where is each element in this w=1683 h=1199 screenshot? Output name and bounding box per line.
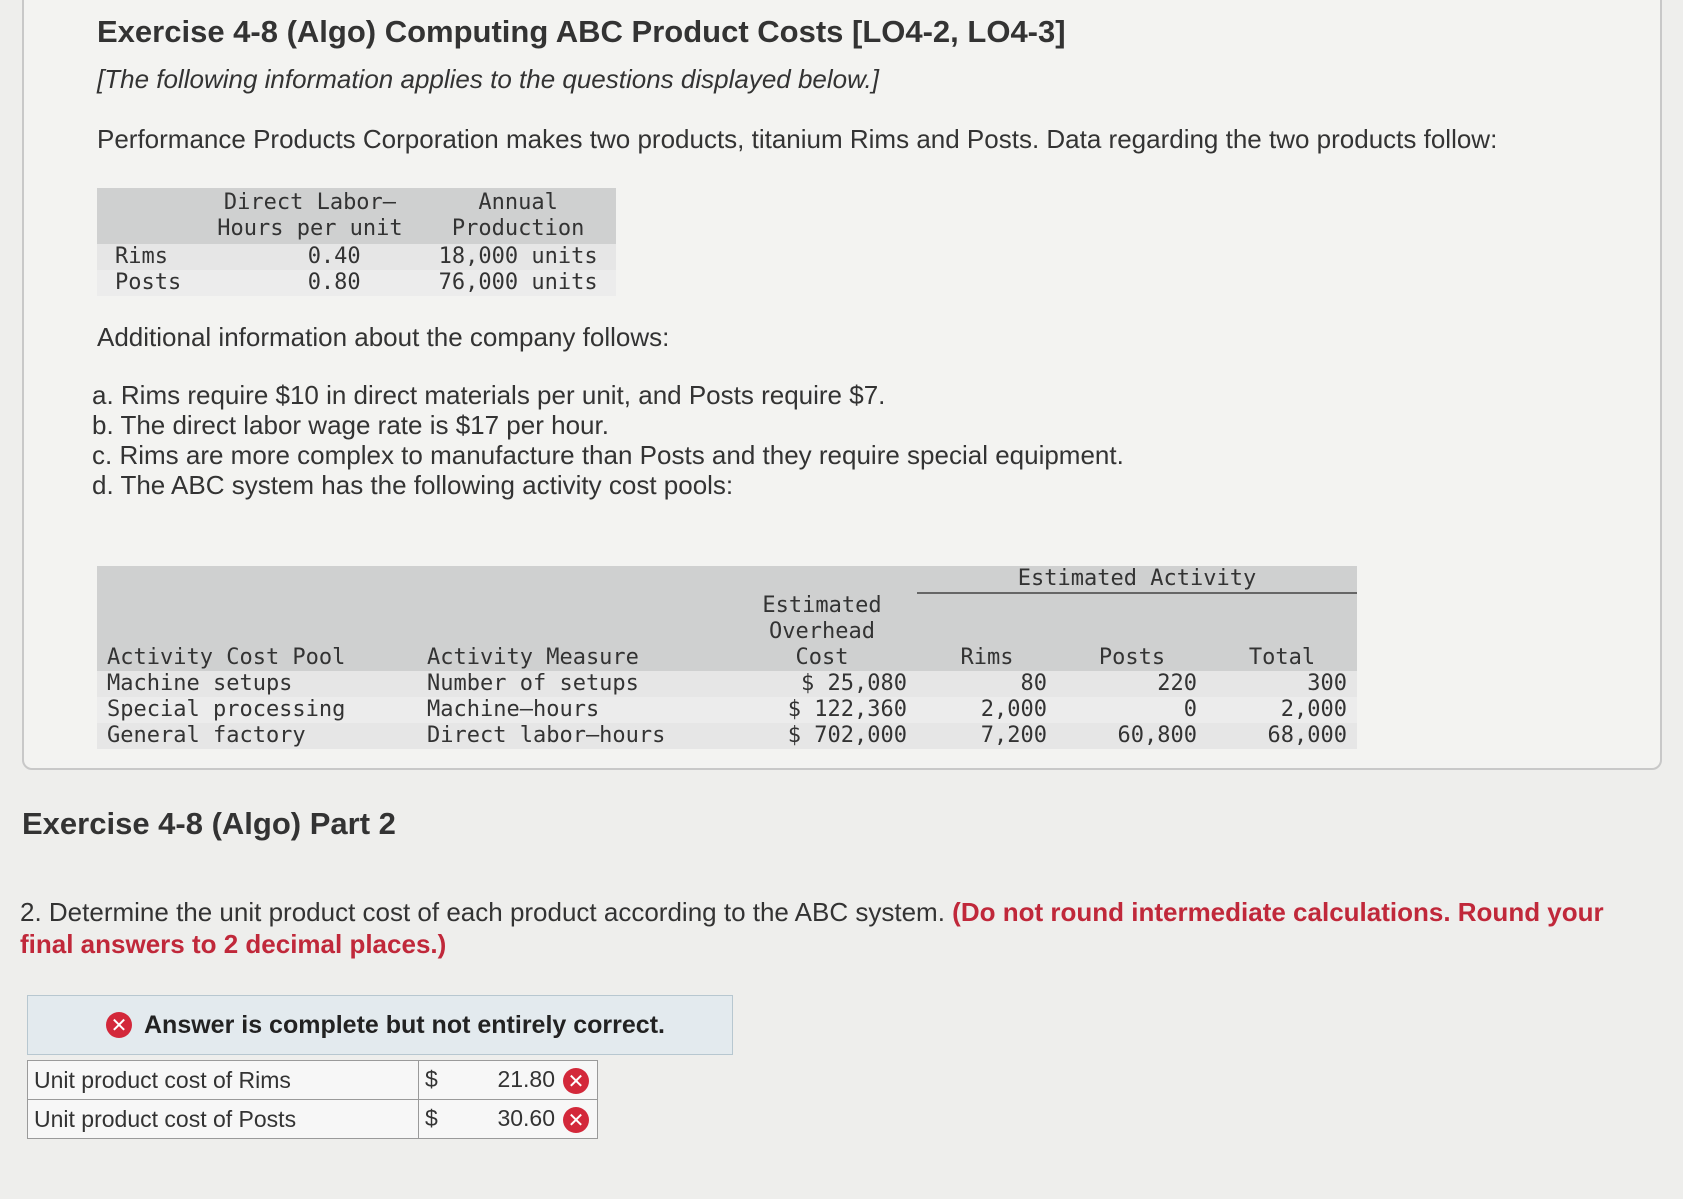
answer-label: Unit product cost of Posts	[28, 1100, 419, 1139]
answer-value: 21.80	[497, 1066, 555, 1093]
answer-value: 30.60	[497, 1105, 555, 1132]
table-group-header-row	[97, 566, 1357, 593]
table-row	[97, 697, 1357, 723]
part-title: Exercise 4-8 (Algo) Part 2	[22, 806, 396, 841]
hours-per-unit: 0.40	[199, 244, 420, 270]
table-row	[28, 1061, 598, 1100]
annual-production: 18,000 units	[421, 244, 616, 270]
posts-cost-input[interactable]: $ 30.60 ✕	[419, 1100, 598, 1139]
table-header-cell: Posts	[1057, 593, 1207, 671]
incorrect-icon: ✕	[563, 1107, 589, 1133]
question-instruction: (Do not round intermediate calculations. Round your final answers to 2 decimal places.)	[20, 897, 1604, 959]
error-icon: ✕	[106, 1012, 132, 1038]
annual-production: 76,000 units	[421, 270, 616, 296]
overhead-cost: $ 702,000	[727, 723, 917, 749]
list-item: a. Rims require $10 in direct materials per unit, and Posts require $7.	[92, 380, 886, 410]
answer-label: Unit product cost of Rims	[28, 1061, 419, 1100]
posts-activity: 220	[1057, 671, 1207, 697]
table-row	[97, 723, 1357, 749]
table-header-cell: Activity Cost Pool	[97, 593, 417, 671]
table-header-cell: Total	[1207, 593, 1357, 671]
answer-status-banner	[27, 995, 733, 1055]
total-activity: 2,000	[1207, 697, 1357, 723]
activity-pool: General factory	[97, 723, 417, 749]
table-row	[28, 1100, 598, 1139]
info-note: [The following information applies to the questions displayed below.]	[97, 64, 879, 94]
question-text: 2. Determine the unit product cost of each product according to the ABC system. (Do not round intermediate calculations. Round your final answers to 2 decimal places.)	[20, 897, 1604, 959]
answer-table	[27, 1060, 598, 1139]
additional-info-heading: Additional information about the company follows:	[97, 322, 670, 352]
table-header-cell: Annual Production	[421, 188, 616, 244]
hours-per-unit: 0.80	[199, 270, 420, 296]
table-row	[97, 244, 616, 270]
table-row	[97, 270, 616, 296]
table-header-cell: Activity Measure	[417, 593, 727, 671]
table-header-row	[97, 188, 616, 244]
estimated-activity-header: Estimated Activity	[917, 566, 1357, 593]
product-name: Posts	[97, 270, 199, 296]
info-list	[92, 380, 1124, 500]
table-row	[97, 671, 1357, 697]
posts-activity: 60,800	[1057, 723, 1207, 749]
total-activity: 68,000	[1207, 723, 1357, 749]
table-header-cell	[97, 188, 199, 244]
answer-status-text: Answer is complete but not entirely correct.	[144, 1010, 665, 1039]
rims-activity: 2,000	[917, 697, 1057, 723]
rims-activity: 80	[917, 671, 1057, 697]
activity-measure: Number of setups	[417, 671, 727, 697]
table-header-cell: Direct Labor– Hours per unit	[199, 188, 420, 244]
activity-pool: Machine setups	[97, 671, 417, 697]
activity-measure: Machine–hours	[417, 697, 727, 723]
table-header-row	[97, 593, 1357, 671]
incorrect-icon: ✕	[563, 1068, 589, 1094]
page-title: Exercise 4-8 (Algo) Computing ABC Product Costs [LO4-2, LO4-3]	[97, 14, 1066, 49]
rims-cost-input[interactable]: $ 21.80 ✕	[419, 1061, 598, 1100]
activity-pool: Special processing	[97, 697, 417, 723]
overhead-cost: $ 25,080	[727, 671, 917, 697]
posts-activity: 0	[1057, 697, 1207, 723]
list-item: d. The ABC system has the following activity cost pools:	[92, 470, 734, 500]
overhead-cost: $ 122,360	[727, 697, 917, 723]
table-header-cell: Rims	[917, 593, 1057, 671]
total-activity: 300	[1207, 671, 1357, 697]
table-header-cell: Estimated Overhead Cost	[727, 593, 917, 671]
list-item: c. Rims are more complex to manufacture than Posts and they require special equipment.	[92, 440, 1124, 470]
activity-cost-pool-table	[97, 566, 1357, 749]
activity-measure: Direct labor–hours	[417, 723, 727, 749]
intro-text: Performance Products Corporation makes two products, titanium Rims and Posts. Data regarding the two products follow:	[97, 124, 1498, 154]
product-data-table	[97, 188, 616, 296]
product-name: Rims	[97, 244, 199, 270]
rims-activity: 7,200	[917, 723, 1057, 749]
list-item: b. The direct labor wage rate is $17 per hour.	[92, 410, 609, 440]
